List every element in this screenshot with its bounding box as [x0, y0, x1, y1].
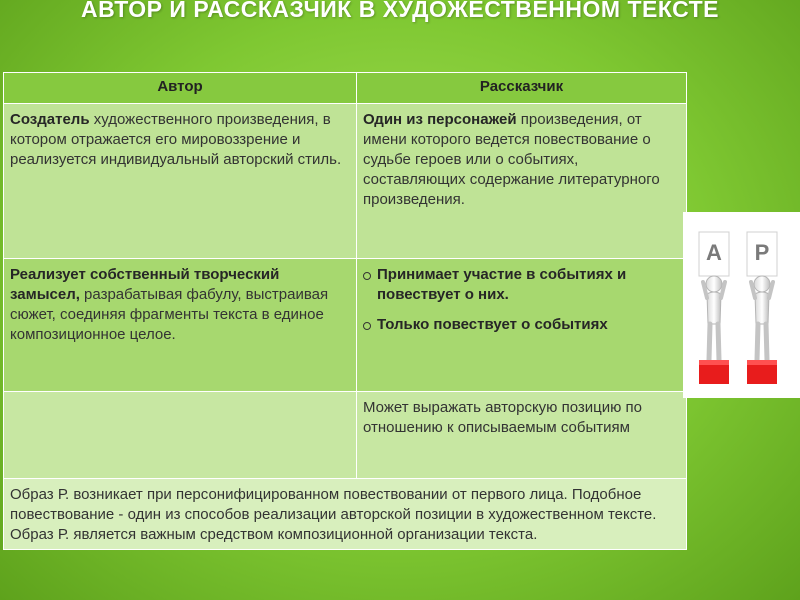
author-definition-cell [4, 104, 357, 259]
bullet-text: Принимает участие в событиях и повествует о них. [377, 266, 627, 303]
footer-note-cell: Образ Р. возникает при персонифицированном повествовании от первого лица. Подобное повествование - один из способов реализации авторской позиции в художественном тексте. Образ Р. является важным средством композиционной организации текста. [4, 479, 687, 550]
table-row [4, 392, 687, 479]
narrator-role-cell [357, 259, 687, 392]
table-row [4, 104, 687, 259]
narrator-definition-text: произведения, от имени которого ведется повествование о судьбе героев или о событиях, составляющих содержание литературного произведения. [363, 111, 660, 208]
list-item [363, 265, 680, 305]
narrator-definition-cell [357, 104, 687, 259]
table-row [4, 479, 687, 550]
list-item [363, 315, 680, 335]
author-definition-bold: Создатель [10, 111, 90, 128]
pedestal-left-top [699, 360, 729, 365]
narrator-role-list [363, 265, 680, 335]
sign-letter-right: Р [754, 240, 770, 265]
narrator-position-cell: Может выражать авторскую позицию по отношению к описываемым событиям [357, 392, 687, 479]
author-narrator-illustration [683, 212, 800, 398]
header-author: Автор [4, 73, 357, 104]
author-role-cell [4, 259, 357, 392]
bullet-circle-icon [363, 272, 371, 280]
figure-right [751, 276, 773, 360]
slide-title: АВТОР И РАССКАЗЧИК В ХУДОЖЕСТВЕННОМ ТЕКСТЕ [80, 0, 720, 22]
author-role-text: разрабатывая фабулу, выстраивая сюжет, соединяя фрагменты текста в единое композиционное целое. [10, 286, 329, 343]
sign-letter-left: А [706, 240, 722, 265]
figure-left [703, 276, 725, 360]
bullet-circle-icon [363, 322, 371, 330]
bullet-text: Только повествует о событиях [377, 316, 608, 333]
header-narrator: Рассказчик [357, 73, 687, 104]
author-role-bold: Реализует собственный творческий замысел, [10, 266, 280, 303]
empty-cell [4, 392, 357, 479]
author-definition-text: художественного произведения, в котором отражается его мировоззрение и реализуется индивидуальный авторский стиль. [10, 111, 342, 168]
table-header-row [4, 73, 687, 104]
pedestal-right-top [747, 360, 777, 365]
table-row [4, 259, 687, 392]
narrator-definition-bold: Один из персонажей [363, 111, 517, 128]
figures-holding-signs-icon [683, 212, 800, 398]
comparison-table [3, 72, 687, 550]
